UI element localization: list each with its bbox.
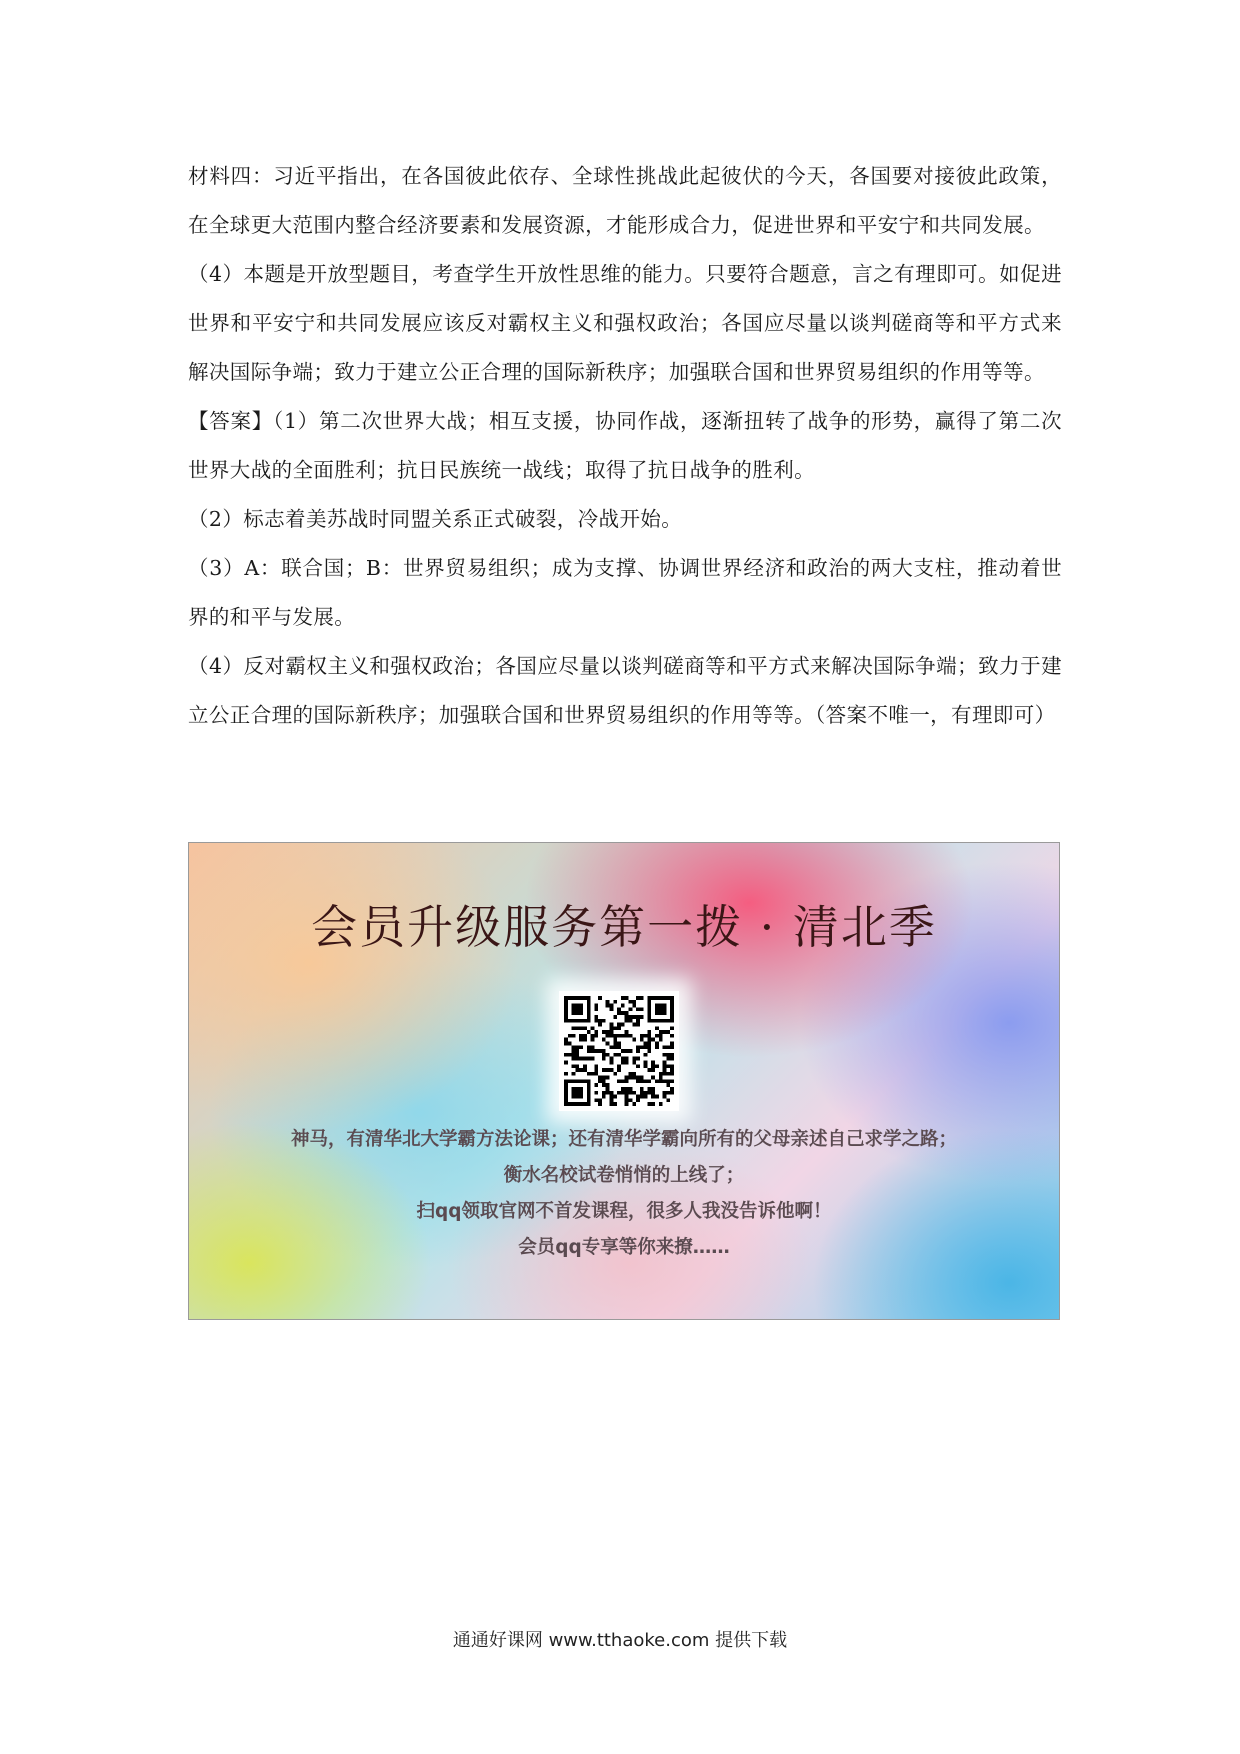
banner-line-3: 扫qq领取官网不首发课程，很多人我没告诉他啊！ [416, 1201, 832, 1222]
answer-1: 【答案】（1）第二次世界大战；相互支援，协同作战，逐渐扭转了战争的形势，赢得了第二次世界大战的全面胜利；抗日民族统一战线；取得了抗日战争的胜利。 [188, 409, 1062, 482]
document-body [188, 152, 1062, 740]
banner-line-2: 衡水名校试卷悄悄的上线了； [503, 1165, 745, 1186]
answer-3: （3）A：联合国；B：世界贸易组织；成为支撑、协调世界经济和政治的两大支柱，推动着世界的和平与发展。 [188, 556, 1062, 629]
banner-line-4: 会员qq专享等你来撩…… [518, 1237, 730, 1258]
banner-line-1: 神马，有清华北大学霸方法论课；还有清华学霸向所有的父母亲述自己求学之路； [290, 1129, 957, 1150]
promo-banner[interactable] [188, 842, 1060, 1320]
question-4-explanation: （4）本题是开放型题目，考查学生开放性思维的能力。只要符合题意，言之有理即可。如促进世界和平安宁和共同发展应该反对霸权主义和强权政治；各国应尽量以谈判磋商等和平方式来解决国际争端；致力于建立公正合理的国际新秩序；加强联合国和世界贸易组织的作用等等。 [188, 262, 1062, 384]
answer-4: （4）反对霸权主义和强权政治；各国应尽量以谈判磋商等和平方式来解决国际争端；致力于建立公正合理的国际新秩序；加强联合国和世界贸易组织的作用等等。（答案不唯一，有理即可） [188, 654, 1062, 727]
qr-code-icon[interactable] [559, 991, 679, 1111]
page-footer: 通通好课网 www.tthaoke.com 提供下载 [452, 1630, 788, 1651]
material-four-paragraph: 材料四：习近平指出，在各国彼此依存、全球性挑战此起彼伏的今天，各国要对接彼此政策，在全球更大范围内整合经济要素和发展资源，才能形成合力，促进世界和平安宁和共同发展。 [188, 164, 1062, 237]
answer-2: （2）标志着美苏战时同盟关系正式破裂，冷战开始。 [188, 507, 683, 531]
banner-title: 会员升级服务第一拨 · 清北季 [311, 900, 937, 954]
